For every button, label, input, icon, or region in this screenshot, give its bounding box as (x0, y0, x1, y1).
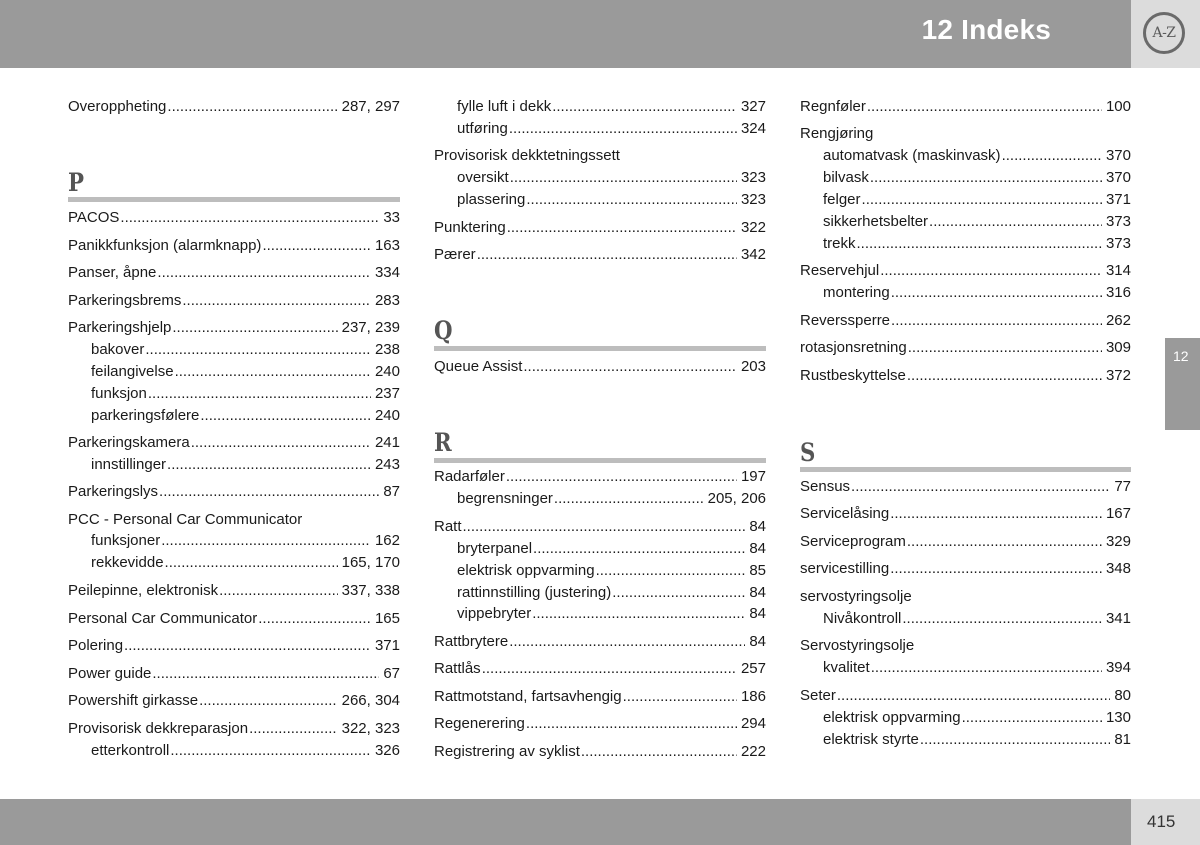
entry-term: oversikt (457, 169, 509, 186)
entry-page-ref[interactable]: 283 (374, 292, 400, 309)
entry-page-ref[interactable]: 323 (740, 169, 766, 186)
entry-term: Panikkfunksjon (alarmknapp) (68, 237, 262, 254)
entry-page-ref[interactable]: 323 (740, 191, 766, 208)
index-entry (434, 518, 766, 536)
entry-page-ref[interactable]: 84 (749, 633, 766, 650)
dot-leader (526, 715, 737, 733)
entry-term: PACOS (68, 209, 120, 226)
dot-leader (161, 532, 371, 550)
index-subentry (91, 532, 400, 550)
entry-term: servostyringsolje (800, 588, 912, 605)
entry-page-ref[interactable]: 84 (749, 605, 766, 622)
entry-term: Punktering (434, 219, 506, 236)
index-subentry (457, 191, 766, 209)
entry-term: kvalitet (823, 659, 870, 676)
entry-page-ref[interactable]: 67 (383, 665, 400, 682)
index-entry (434, 358, 766, 376)
index-subentry (91, 341, 400, 359)
entry-term: sikkerhetsbelter (823, 213, 929, 230)
index-subentry (823, 147, 1131, 165)
entry-page-ref[interactable]: 314 (1105, 262, 1131, 279)
dot-leader (219, 582, 338, 600)
index-entry (68, 582, 400, 600)
dot-leader (510, 169, 737, 187)
entry-term: Sensus (800, 478, 851, 495)
dot-leader (165, 554, 338, 572)
index-entry (68, 292, 400, 310)
dot-leader (148, 385, 371, 403)
index-subentry (823, 169, 1131, 187)
section-divider (68, 197, 400, 202)
entry-term: rattinnstilling (justering) (457, 584, 612, 601)
entry-page-ref[interactable]: 237 (374, 385, 400, 402)
entry-page-ref[interactable]: 326 (374, 742, 400, 759)
entry-term: bryterpanel (457, 540, 533, 557)
dot-leader (182, 292, 371, 310)
index-entry (434, 660, 766, 678)
entry-term: Rattlås (434, 660, 481, 677)
entry-page-ref[interactable]: 334 (374, 264, 400, 281)
entry-page-ref[interactable]: 394 (1105, 659, 1131, 676)
dot-leader (120, 209, 379, 227)
entry-page-ref[interactable]: 342 (740, 246, 766, 263)
entry-term: funksjon (91, 385, 147, 402)
index-subentry (823, 731, 1131, 749)
dot-leader (1002, 147, 1102, 165)
entry-page-ref[interactable]: 243 (374, 456, 400, 473)
index-entry (68, 511, 400, 529)
entry-term: Power guide (68, 665, 152, 682)
dot-leader (145, 341, 371, 359)
dot-leader (199, 692, 338, 710)
dot-leader (851, 478, 1110, 496)
entry-term: servicestilling (800, 560, 890, 577)
index-entry (68, 637, 400, 655)
entry-page-ref[interactable]: 87 (383, 483, 400, 500)
entry-page-ref[interactable]: 238 (374, 341, 400, 358)
index-entry (434, 246, 766, 264)
entry-term: rekkevidde (91, 554, 164, 571)
entry-term: begrensninger (457, 490, 553, 507)
entry-term: elektrisk oppvarming (457, 562, 595, 579)
dot-leader (581, 743, 737, 761)
entry-term: Overoppheting (68, 98, 167, 115)
entry-page-ref[interactable]: 348 (1105, 560, 1131, 577)
entry-term: rotasjonsretning (800, 339, 907, 356)
header-bar (0, 0, 1131, 68)
entry-term: Queue Assist (434, 358, 523, 375)
index-entry (800, 339, 1131, 357)
entry-page-ref[interactable]: 205, 206 (707, 490, 766, 507)
index-entry (68, 434, 400, 452)
dot-leader (152, 665, 379, 683)
dot-leader (258, 610, 371, 628)
entry-page-ref[interactable]: 294 (740, 715, 766, 732)
entry-term: Serviceprogram (800, 533, 906, 550)
dot-leader (891, 312, 1102, 330)
entry-term: elektrisk styrte (823, 731, 919, 748)
entry-term: elektrisk oppvarming (823, 709, 961, 726)
index-entry (800, 98, 1131, 116)
index-subentry (91, 456, 400, 474)
dot-leader (890, 505, 1102, 523)
index-entry (68, 209, 400, 227)
entry-term: Powershift girkasse (68, 692, 199, 709)
dot-leader (482, 660, 737, 678)
entry-term: etterkontroll (91, 742, 170, 759)
index-entry (800, 588, 1131, 606)
a-z-index-icon: A-Z (1143, 12, 1185, 54)
entry-page-ref[interactable]: 186 (740, 688, 766, 705)
entry-term: bilvask (823, 169, 869, 186)
index-entry (68, 610, 400, 628)
dot-leader (908, 339, 1102, 357)
index-subentry (457, 120, 766, 138)
index-subentry (457, 584, 766, 602)
entry-term: Pærer (434, 246, 476, 263)
entry-page-ref[interactable]: 371 (1105, 191, 1131, 208)
entry-page-ref[interactable]: 337, 338 (341, 582, 400, 599)
index-entry (800, 367, 1131, 385)
index-subentry (457, 540, 766, 558)
entry-term: plassering (457, 191, 526, 208)
page-number-box (1131, 799, 1200, 845)
entry-term: PCC - Personal Car Communicator (68, 511, 303, 528)
index-subentry (823, 235, 1131, 253)
entry-page-ref[interactable]: 203 (740, 358, 766, 375)
index-entry (434, 743, 766, 761)
dot-leader (596, 562, 746, 580)
entry-page-ref[interactable]: 84 (749, 540, 766, 557)
section-letter: P (68, 168, 84, 197)
entry-page-ref[interactable]: 240 (374, 407, 400, 424)
entry-page-ref[interactable]: 329 (1105, 533, 1131, 550)
dot-leader (249, 720, 338, 738)
entry-term: feilangivelse (91, 363, 174, 380)
index-entry (68, 237, 400, 255)
index-subentry (91, 742, 400, 760)
entry-term: trekk (823, 235, 856, 252)
dot-leader (175, 363, 371, 381)
dot-leader (509, 120, 737, 138)
entry-page-ref[interactable]: 322, 323 (341, 720, 400, 737)
index-subentry (457, 98, 766, 116)
dot-leader (262, 237, 371, 255)
page-number: 415 (1147, 812, 1176, 831)
index-entry (800, 312, 1131, 330)
entry-page-ref[interactable]: 324 (740, 120, 766, 137)
section-divider (434, 458, 766, 463)
dot-leader (929, 213, 1102, 231)
section-divider (800, 467, 1131, 472)
dot-leader (907, 533, 1102, 551)
index-subentry (823, 213, 1131, 231)
entry-page-ref[interactable]: 84 (749, 518, 766, 535)
index-subentry (457, 605, 766, 623)
entry-page-ref[interactable]: 327 (740, 98, 766, 115)
dot-leader (891, 284, 1102, 302)
entry-page-ref[interactable]: 373 (1105, 235, 1131, 252)
dot-leader (532, 605, 745, 623)
dot-leader (124, 637, 371, 655)
entry-term: Provisorisk dekkreparasjon (68, 720, 249, 737)
index-subentry (457, 562, 766, 580)
entry-page-ref[interactable]: 257 (740, 660, 766, 677)
entry-page-ref[interactable]: 372 (1105, 367, 1131, 384)
entry-term: Servostyringsolje (800, 637, 915, 654)
section-letter: R (434, 428, 452, 457)
index-entry (800, 505, 1131, 523)
entry-page-ref[interactable]: 322 (740, 219, 766, 236)
entry-page-ref[interactable]: 373 (1105, 213, 1131, 230)
index-subentry (91, 385, 400, 403)
dot-leader (523, 358, 737, 376)
index-entry (434, 147, 766, 165)
dot-leader (612, 584, 745, 602)
dot-leader (623, 688, 737, 706)
index-entry (800, 262, 1131, 280)
dot-leader (170, 742, 371, 760)
entry-term: Polering (68, 637, 124, 654)
index-subentry (823, 191, 1131, 209)
entry-term: bakover (91, 341, 145, 358)
entry-page-ref[interactable]: 163 (374, 237, 400, 254)
dot-leader (907, 367, 1102, 385)
index-subentry (91, 407, 400, 425)
entry-page-ref[interactable]: 167 (1105, 505, 1131, 522)
index-icon-box (1131, 0, 1200, 68)
entry-term: parkeringsfølere (91, 407, 200, 424)
entry-page-ref[interactable]: 33 (383, 209, 400, 226)
entry-page-ref[interactable]: 77 (1114, 478, 1131, 495)
entry-term: Servicelåsing (800, 505, 890, 522)
dot-leader (191, 434, 371, 452)
entry-page-ref[interactable]: 266, 304 (341, 692, 400, 709)
entry-term: Radarføler (434, 468, 505, 485)
index-entry (68, 264, 400, 282)
index-entry (68, 98, 400, 116)
entry-term: Personal Car Communicator (68, 610, 258, 627)
entry-page-ref[interactable]: 287, 297 (341, 98, 400, 115)
section-letter: S (800, 438, 816, 467)
page-title: 12 Indeks (921, 14, 1051, 45)
dot-leader (867, 98, 1102, 116)
entry-term: innstillinger (91, 456, 167, 473)
index-entry (68, 483, 400, 501)
entry-term: montering (823, 284, 890, 301)
index-entry (800, 125, 1131, 143)
entry-term: Peilepinne, elektronisk (68, 582, 219, 599)
entry-term: Seter (800, 687, 836, 704)
dot-leader (159, 483, 379, 501)
entry-page-ref[interactable]: 80 (1114, 687, 1131, 704)
entry-page-ref[interactable]: 370 (1105, 147, 1131, 164)
dot-leader (463, 518, 746, 536)
index-entry (434, 219, 766, 237)
index-entry (68, 692, 400, 710)
entry-page-ref[interactable]: 370 (1105, 169, 1131, 186)
index-entry (434, 633, 766, 651)
entry-page-ref[interactable]: 262 (1105, 312, 1131, 329)
section-letter: Q (434, 316, 453, 345)
entry-term: Reverssperre (800, 312, 891, 329)
entry-term: Registrering av syklist (434, 743, 580, 760)
dot-leader (533, 540, 745, 558)
entry-page-ref[interactable]: 165, 170 (341, 554, 400, 571)
dot-leader (962, 709, 1102, 727)
section-divider (434, 346, 766, 351)
entry-page-ref[interactable]: 165 (374, 610, 400, 627)
dot-leader (554, 490, 704, 508)
dot-leader (902, 610, 1102, 628)
dot-leader (167, 456, 371, 474)
index-entry (800, 687, 1131, 705)
entry-term: Reservehjul (800, 262, 880, 279)
footer-bar (0, 799, 1131, 845)
index-entry (800, 533, 1131, 551)
dot-leader (880, 262, 1102, 280)
dot-leader (857, 235, 1102, 253)
entry-term: Panser, åpne (68, 264, 157, 281)
dot-leader (157, 264, 371, 282)
entry-page-ref[interactable]: 197 (740, 468, 766, 485)
dot-leader (890, 560, 1102, 578)
dot-leader (506, 468, 737, 486)
dot-leader (507, 219, 737, 237)
index-subentry (91, 363, 400, 381)
index-subentry (457, 169, 766, 187)
entry-page-ref[interactable]: 309 (1105, 339, 1131, 356)
dot-leader (870, 169, 1102, 187)
entry-page-ref[interactable]: 84 (749, 584, 766, 601)
entry-term: fylle luft i dekk (457, 98, 552, 115)
dot-leader (837, 687, 1110, 705)
index-entry (68, 665, 400, 683)
entry-term: Rattbrytere (434, 633, 509, 650)
entry-page-ref[interactable]: 100 (1105, 98, 1131, 115)
entry-term: automatvask (maskinvask) (823, 147, 1001, 164)
dot-leader (862, 191, 1102, 209)
entry-page-ref[interactable]: 371 (374, 637, 400, 654)
entry-term: Rattmotstand, fartsavhengig (434, 688, 622, 705)
index-subentry (823, 610, 1131, 628)
entry-page-ref[interactable]: 316 (1105, 284, 1131, 301)
entry-page-ref[interactable]: 237, 239 (341, 319, 400, 336)
entry-page-ref[interactable]: 81 (1114, 731, 1131, 748)
chapter-tab[interactable] (1165, 338, 1200, 430)
entry-term: vippebryter (457, 605, 532, 622)
entry-term: Rengjøring (800, 125, 874, 142)
entry-term: Parkeringskamera (68, 434, 190, 451)
chapter-tab-label: 12 (1173, 348, 1189, 364)
entry-term: Provisorisk dekktetningssett (434, 147, 620, 164)
entry-term: utføring (457, 120, 508, 137)
entry-term: Parkeringsbrems (68, 292, 182, 309)
index-subentry (823, 284, 1131, 302)
entry-term: Nivåkontroll (823, 610, 902, 627)
index-entry (434, 468, 766, 486)
entry-term: Regnføler (800, 98, 866, 115)
dot-leader (920, 731, 1110, 749)
dot-leader (172, 319, 337, 337)
dot-leader (509, 633, 745, 651)
dot-leader (200, 407, 371, 425)
entry-page-ref[interactable]: 341 (1105, 610, 1131, 627)
index-subentry (823, 709, 1131, 727)
index-entry (800, 560, 1131, 578)
index-entry (434, 688, 766, 706)
dot-leader (526, 191, 737, 209)
entry-term: Parkeringshjelp (68, 319, 172, 336)
entry-page-ref[interactable]: 162 (374, 532, 400, 549)
index-entry (800, 478, 1131, 496)
entry-term: Regenerering (434, 715, 525, 732)
entry-term: Parkeringslys (68, 483, 159, 500)
index-entry (434, 715, 766, 733)
dot-leader (167, 98, 337, 116)
entry-page-ref[interactable]: 241 (374, 434, 400, 451)
dot-leader (871, 659, 1102, 677)
index-subentry (457, 490, 766, 508)
index-subentry (823, 659, 1131, 677)
index-entry (68, 319, 400, 337)
entry-term: funksjoner (91, 532, 161, 549)
dot-leader (477, 246, 737, 264)
entry-term: Ratt (434, 518, 462, 535)
entry-page-ref[interactable]: 240 (374, 363, 400, 380)
index-entry (68, 720, 400, 738)
dot-leader (552, 98, 737, 116)
entry-term: felger (823, 191, 861, 208)
entry-page-ref[interactable]: 222 (740, 743, 766, 760)
index-subentry (91, 554, 400, 572)
index-entry (800, 637, 1131, 655)
entry-page-ref[interactable]: 130 (1105, 709, 1131, 726)
entry-term: Rustbeskyttelse (800, 367, 906, 384)
entry-page-ref[interactable]: 85 (749, 562, 766, 579)
